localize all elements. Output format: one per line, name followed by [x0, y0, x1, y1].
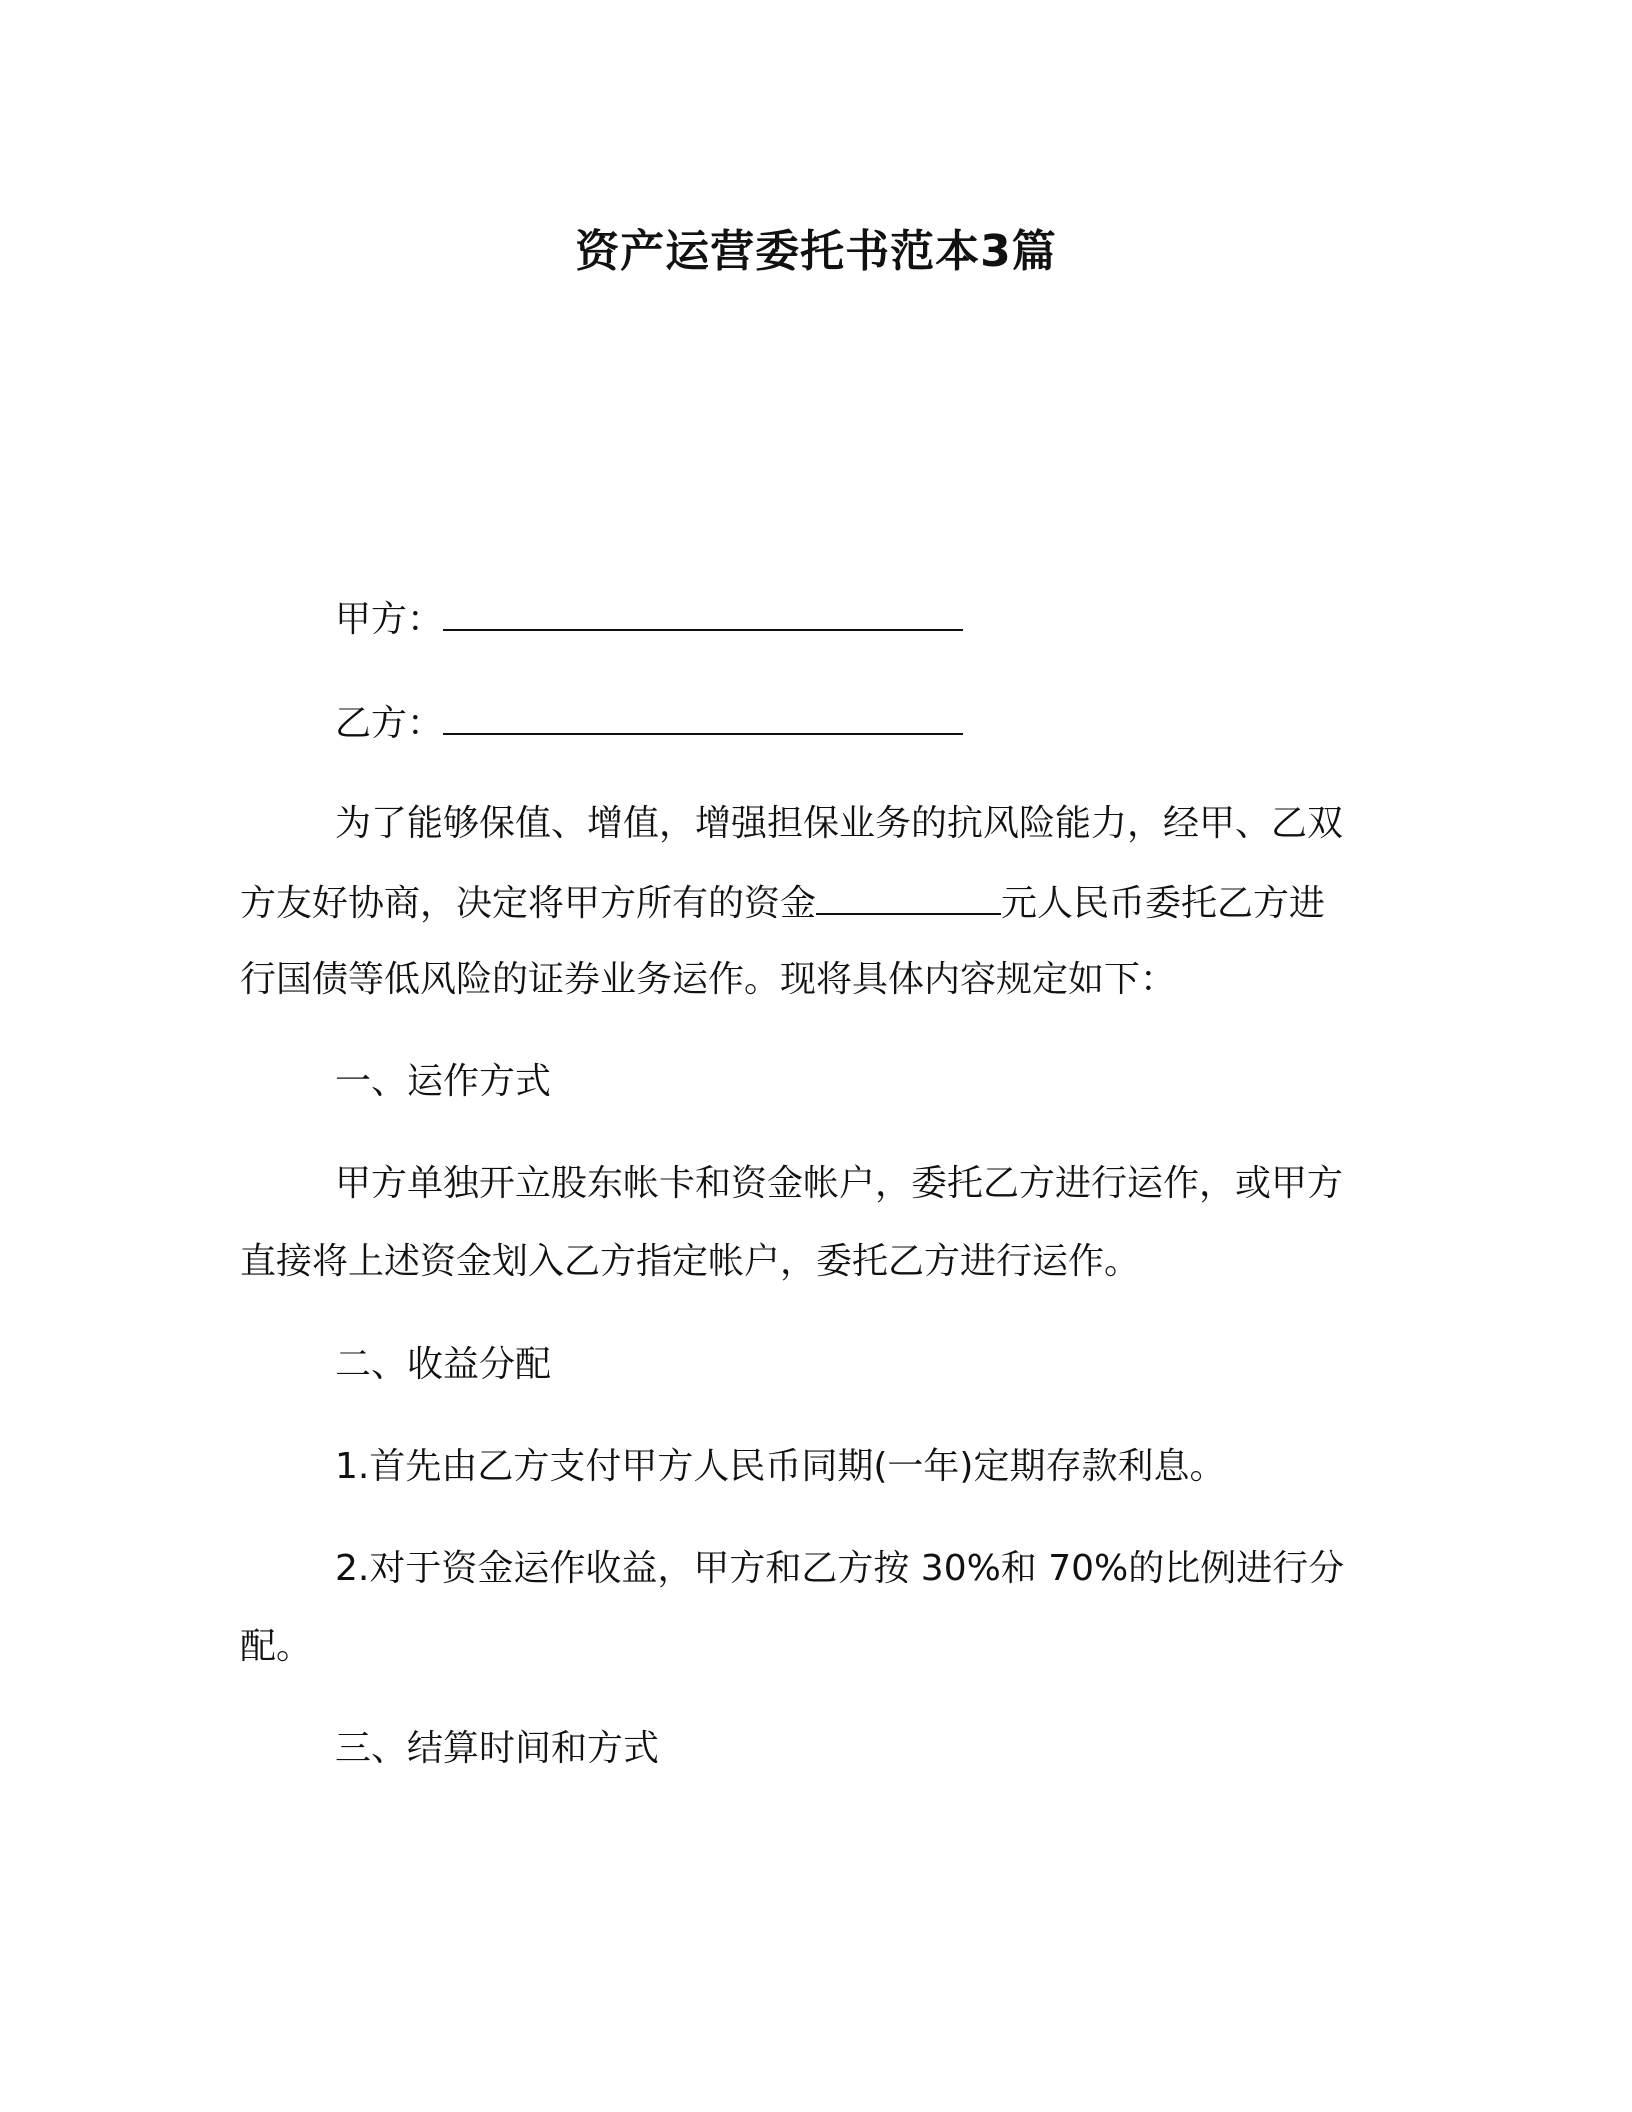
section-2-item-1: 1.首先由乙方支付甲方人民币同期(一年)定期存款利息。: [335, 1446, 1226, 1487]
party-b-label: 乙方：: [335, 703, 444, 744]
party-b-blank: [443, 697, 963, 735]
document-title: 资产运营委托书范本3篇: [575, 226, 1057, 277]
intro-line2-before: 方友好协商，决定将甲方所有的资金: [240, 883, 817, 924]
section-1-heading: 一、运作方式: [335, 1061, 552, 1102]
intro-paragraph-line-2: [240, 877, 1325, 929]
intro-paragraph-line-1: 为了能够保值、增值，增强担保业务的抗风险能力，经甲、乙双: [335, 803, 1344, 844]
party-a-line: [335, 593, 963, 645]
party-a-blank: [443, 593, 963, 631]
section-1-line-1: 甲方单独开立股东帐卡和资金帐户，委托乙方进行运作，或甲方: [335, 1163, 1344, 1204]
intro-paragraph-line-3: 行国债等低风险的证券业务运作。现将具体内容规定如下：: [240, 959, 1177, 1000]
intro-line2-after: 元人民币委托乙方进: [1001, 883, 1326, 924]
amount-blank: [816, 877, 1001, 915]
section-1-line-2: 直接将上述资金划入乙方指定帐户，委托乙方进行运作。: [240, 1241, 1141, 1282]
section-2-item-2-line-2: 配。: [240, 1626, 313, 1667]
section-2-heading: 二、收益分配: [335, 1344, 552, 1385]
party-b-line: [335, 697, 963, 749]
section-2-item-2-line-1: 2.对于资金运作收益，甲方和乙方按 30%和 70%的比例进行分: [335, 1548, 1345, 1589]
section-3-heading: 三、结算时间和方式: [335, 1728, 660, 1769]
party-a-label: 甲方：: [335, 599, 444, 640]
